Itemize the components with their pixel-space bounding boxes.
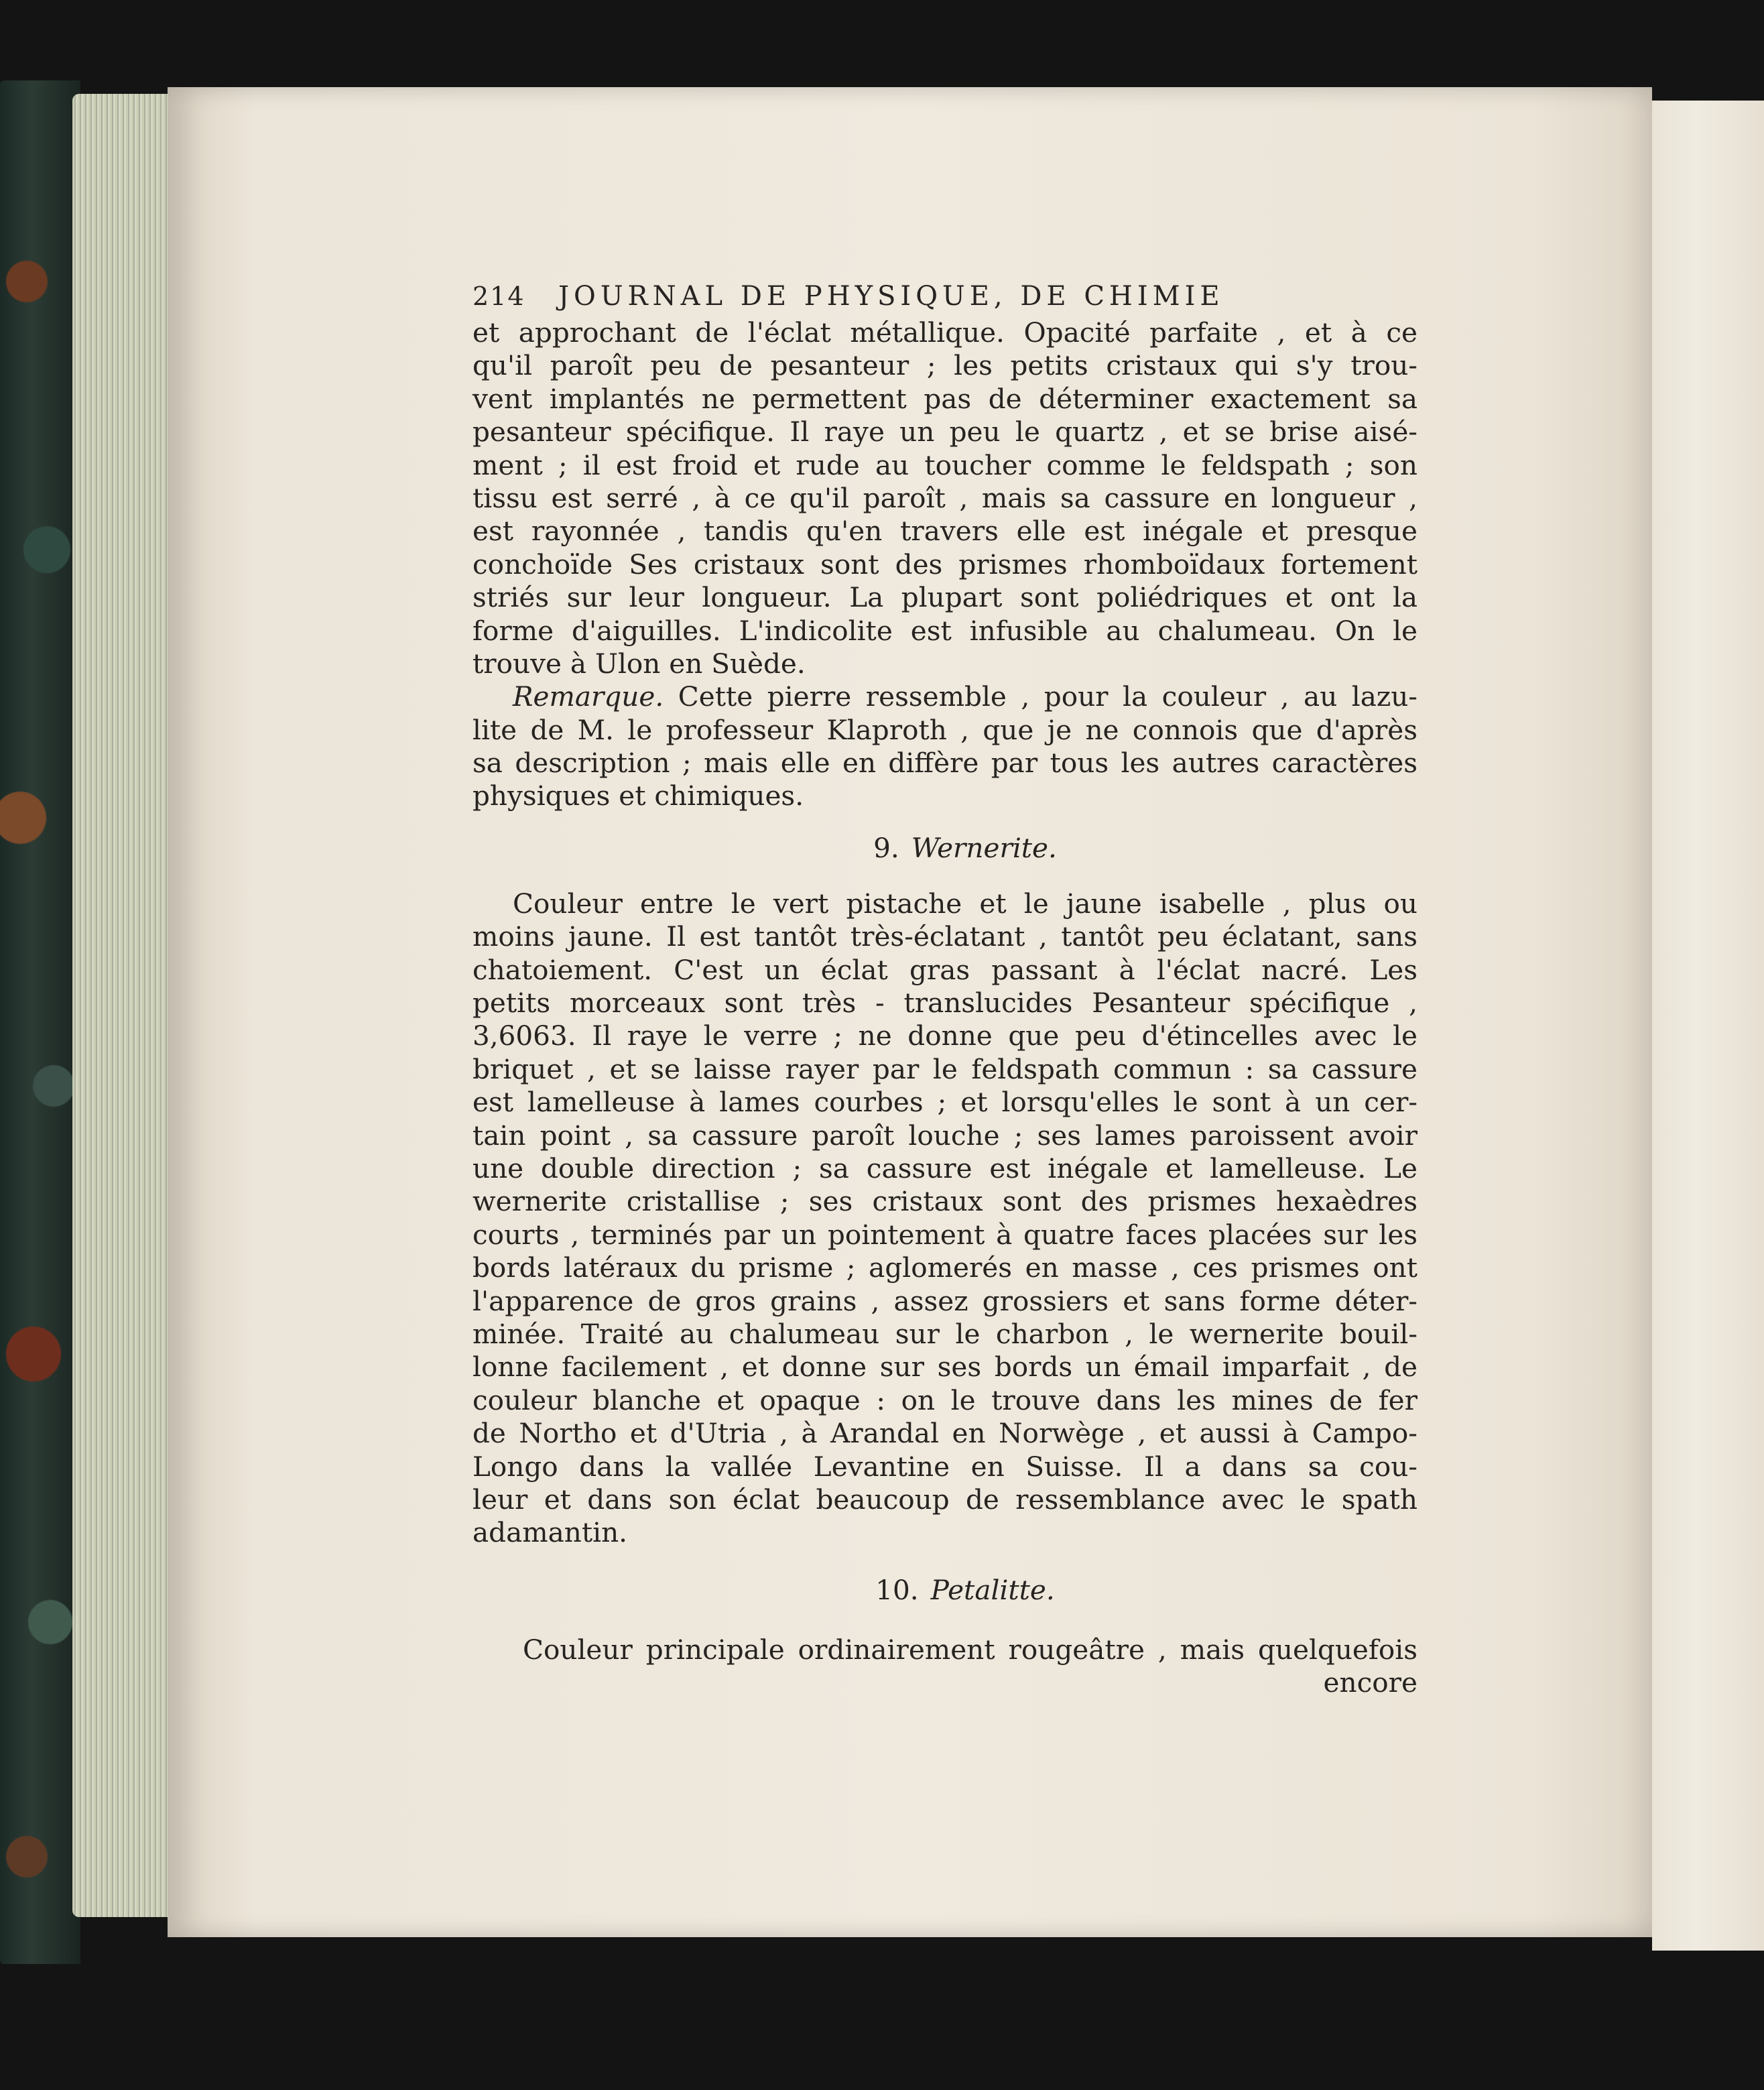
text-line: petits morceaux sont très - translucides Pesanteur spécifique , bbox=[472, 987, 1418, 1020]
remark-label: Remarque. bbox=[513, 680, 664, 713]
text-line: Couleur entre le vert pistache et le jaune isabelle , plus ou bbox=[513, 887, 1418, 920]
text-line: Couleur principale ordinairement rougeâtre , mais quelquefois bbox=[523, 1633, 1418, 1666]
text-line: l'apparence de gros grains , assez grossiers et sans forme déter- bbox=[472, 1284, 1418, 1317]
page-number: 214 bbox=[472, 282, 525, 311]
text-line: wernerite cristallise ; ses cristaux sont des prismes hexaèdres bbox=[472, 1185, 1418, 1218]
text-line: pesanteur spécifique. Il raye un peu le quartz , et se brise aisé- bbox=[472, 416, 1418, 448]
text-line: conchoïde Ses cristaux sont des prismes rhomboïdaux fortement bbox=[472, 548, 1418, 580]
paragraph-petalitte bbox=[472, 1634, 1418, 1699]
paragraph-remark bbox=[472, 680, 1418, 813]
book-cover-edge bbox=[0, 80, 80, 1964]
remark-first-line bbox=[472, 680, 1418, 713]
text-line: physiques et chimiques. bbox=[472, 780, 804, 812]
text-line: trouve à Ulon en Suède. bbox=[472, 647, 806, 680]
section-title: Wernerite. bbox=[911, 831, 1057, 864]
section-number: 9. bbox=[873, 831, 899, 864]
section-number: 10. bbox=[875, 1573, 919, 1606]
text-line: chatoiement. C'est un éclat gras passant à l'éclat nacré. Les bbox=[472, 953, 1418, 986]
facing-page-edge bbox=[1652, 101, 1764, 1951]
text-line: ment ; il est froid et rude au toucher comme le feldspath ; son bbox=[472, 448, 1418, 481]
text-line: leur et dans son éclat beaucoup de ressemblance avec le spath bbox=[472, 1483, 1418, 1516]
text-line: striés sur leur longueur. La plupart sont poliédriques et ont la bbox=[472, 581, 1418, 614]
running-head: JOURNAL DE PHYSIQUE, DE CHIMIE bbox=[558, 281, 1224, 312]
paragraph-wernerite bbox=[472, 887, 1418, 1550]
text-line: bords latéraux du prisme ; aglomerés en masse , ces prismes ont bbox=[472, 1251, 1418, 1284]
page-text bbox=[472, 280, 1418, 1699]
text-line: 3,6063. Il raye le verre ; ne donne que peu d'étincelles avec le bbox=[472, 1020, 1418, 1052]
text-line: lonne facilement , et donne sur ses bords un émail imparfait , de bbox=[472, 1351, 1418, 1384]
text-line: une double direction ; sa cassure est inégale et lamelleuse. Le bbox=[472, 1152, 1418, 1184]
text-line: sa description ; mais elle en diffère par tous les autres caractères bbox=[472, 747, 1418, 780]
text-line: lite de M. le professeur Klaproth , que je ne connois que d'après bbox=[472, 713, 1418, 746]
text-line: tain point , sa cassure paroît louche ; ses lames paroissent avoir bbox=[472, 1119, 1418, 1152]
text-line: est lamelleuse à lames courbes ; et lorsqu'elles le sont à un cer- bbox=[472, 1086, 1418, 1119]
section-title: Petalitte. bbox=[930, 1573, 1055, 1606]
catchword: encore bbox=[1323, 1666, 1418, 1699]
text-line: couleur blanche et opaque : on le trouve dans les mines de fer bbox=[472, 1384, 1418, 1416]
remark-text: Cette pierre ressemble , pour la couleur , au lazu- bbox=[678, 680, 1418, 713]
section-heading-wernerite bbox=[472, 832, 1418, 865]
text-line: moins jaune. Il est tantôt très-éclatant , tantôt peu éclatant, sans bbox=[472, 920, 1418, 953]
text-line: adamantin. bbox=[472, 1516, 628, 1549]
text-line: de Northo et d'Utria , à Arandal en Norwège , et aussi à Campo- bbox=[472, 1417, 1418, 1450]
page-edges bbox=[72, 94, 180, 1917]
section-heading-petalitte bbox=[472, 1574, 1418, 1607]
text-line: courts , terminés par un pointement à quatre faces placées sur les bbox=[472, 1218, 1418, 1251]
paragraph-indicolite bbox=[472, 316, 1418, 680]
page-header bbox=[472, 280, 1418, 315]
text-line: est rayonnée , tandis qu'en travers elle est inégale et presque bbox=[472, 515, 1418, 548]
text-line: minée. Traité au chalumeau sur le charbon , le wernerite bouil- bbox=[472, 1317, 1418, 1350]
text-line: briquet , et se laisse rayer par le feldspath commun : sa cassure bbox=[472, 1052, 1418, 1085]
text-line: qu'il paroît peu de pesanteur ; les petits cristaux qui s'y trou- bbox=[472, 349, 1418, 382]
text-line: tissu est serré , à ce qu'il paroît , mais sa cassure en longueur , bbox=[472, 481, 1418, 514]
text-line: forme d'aiguilles. L'indicolite est infusible au chalumeau. On le bbox=[472, 614, 1418, 647]
text-line: et approchant de l'éclat métallique. Opacité parfaite , et à ce bbox=[472, 316, 1418, 349]
text-line: Longo dans la vallée Levantine en Suisse. Il a dans sa cou- bbox=[472, 1450, 1418, 1483]
text-line: vent implantés ne permettent pas de déterminer exactement sa bbox=[472, 382, 1418, 415]
